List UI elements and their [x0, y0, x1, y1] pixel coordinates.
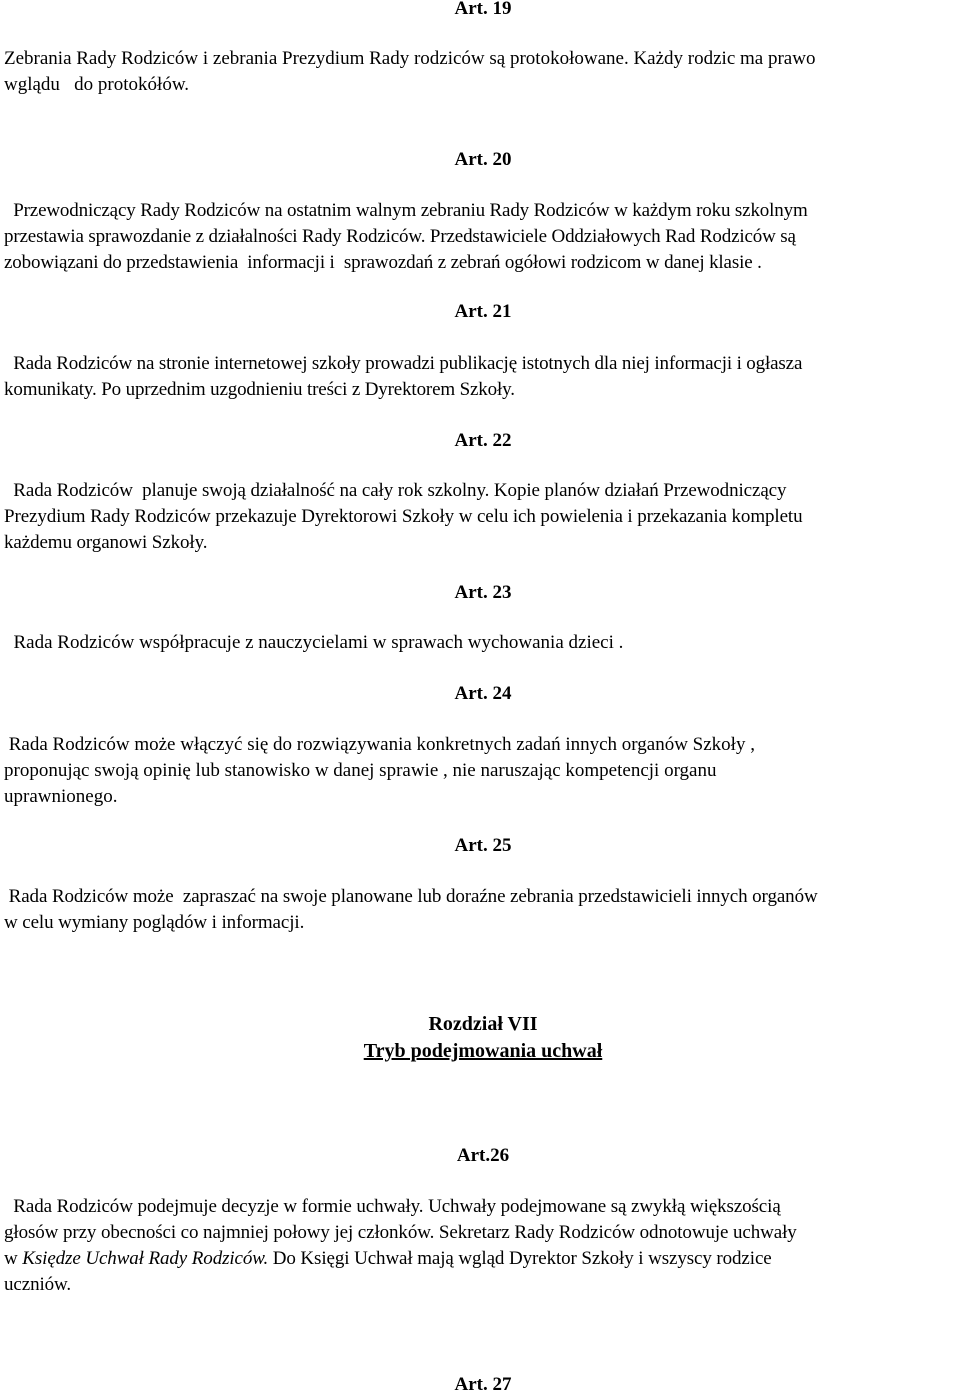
article-heading-21: Art. 21 — [454, 301, 512, 322]
text-fragment: Do Księgi Uchwał mają wgląd Dyrektor Szkoły i wszyscy rodzice — [268, 1248, 772, 1269]
text-line: Rada Rodziców planuje swoją działalność na cały rok szkolny. Kopie planów działań Przewodniczący — [4, 480, 787, 501]
chapter-number: Rozdział VII — [428, 1013, 538, 1035]
article-26-text — [4, 1194, 959, 1298]
text-fragment: w — [4, 1248, 23, 1269]
article-24-text — [4, 732, 959, 810]
text-line: proponując swoją opinię lub stanowisko w danej sprawie , nie naruszając kompetencji organu — [4, 760, 717, 781]
article-heading-24: Art. 24 — [454, 683, 512, 704]
text-line: uprawnionego. — [4, 786, 118, 807]
article-heading-19: Art. 19 — [454, 0, 512, 19]
chapter-heading — [0, 1011, 960, 1065]
text-line: Rada Rodziców na stronie internetowej szkoły prowadzi publikację istotnych dla niej informacji i ogłasza — [4, 353, 803, 374]
text-line: komunikaty. Po uprzednim uzgodnieniu treści z Dyrektorem Szkoły. — [4, 379, 515, 400]
text-line: w celu wymiany poglądów i informacji. — [4, 912, 305, 933]
article-19-text — [4, 46, 959, 98]
article-heading-26: Art.26 — [456, 1145, 510, 1166]
text-line: Rada Rodziców podejmuje decyzje w formie uchwały. Uchwały podejmowane są zwykłą większością — [4, 1196, 781, 1217]
text-line: uczniów. — [4, 1274, 72, 1295]
text-line: przestawia sprawozdanie z działalności Rady Rodziców. Przedstawiciele Oddziałowych Rad Rodziców są — [4, 226, 796, 247]
article-heading-20: Art. 20 — [454, 149, 512, 170]
text-line: Prezydium Rady Rodziców przekazuje Dyrektorowi Szkoły w celu ich powielenia i przekazania kompletu — [4, 506, 803, 527]
text-line: zobowiązani do przedstawienia informacji i sprawozdań z zebrań ogółowi rodzicom w danej klasie . — [4, 252, 762, 273]
article-23-text — [4, 630, 959, 656]
text-line: Przewodniczący Rady Rodziców na ostatnim walnym zebraniu Rady Rodziców w każdym roku szkolnym — [4, 200, 808, 221]
text-line: Zebrania Rady Rodziców i zebrania Prezydium Rady rodziców są protokołowane. Każdy rodzic ma prawo — [4, 48, 816, 69]
text-line: Rada Rodziców może zapraszać na swoje planowane lub doraźne zebrania przedstawicieli innych organów — [4, 886, 818, 907]
text-line: Rada Rodziców współpracuje z nauczycielami w sprawach wychowania dzieci . — [4, 632, 624, 653]
article-21-text — [4, 351, 959, 403]
article-heading-25: Art. 25 — [454, 835, 512, 856]
text-line: Rada Rodziców może włączyć się do rozwiązywania konkretnych zadań innych organów Szkoły , — [4, 734, 755, 755]
article-heading-22: Art. 22 — [454, 430, 512, 451]
article-heading-27: Art. 27 — [454, 1374, 512, 1395]
article-22-text — [4, 478, 959, 556]
chapter-title: Tryb podejmowania uchwał — [363, 1040, 603, 1062]
text-line: wglądu do protokółów. — [4, 74, 190, 95]
text-line — [4, 1246, 959, 1272]
text-line: każdemu organowi Szkoły. — [4, 532, 208, 553]
article-heading-23: Art. 23 — [454, 582, 512, 603]
article-25-text — [4, 884, 959, 936]
article-20-text — [4, 198, 959, 276]
text-line: głosów przy obecności co najmniej połowy jej członków. Sekretarz Rady Rodziców odnotowuje uchwały — [4, 1222, 797, 1243]
register-name: Księdze Uchwał Rady Rodziców. — [22, 1248, 269, 1269]
